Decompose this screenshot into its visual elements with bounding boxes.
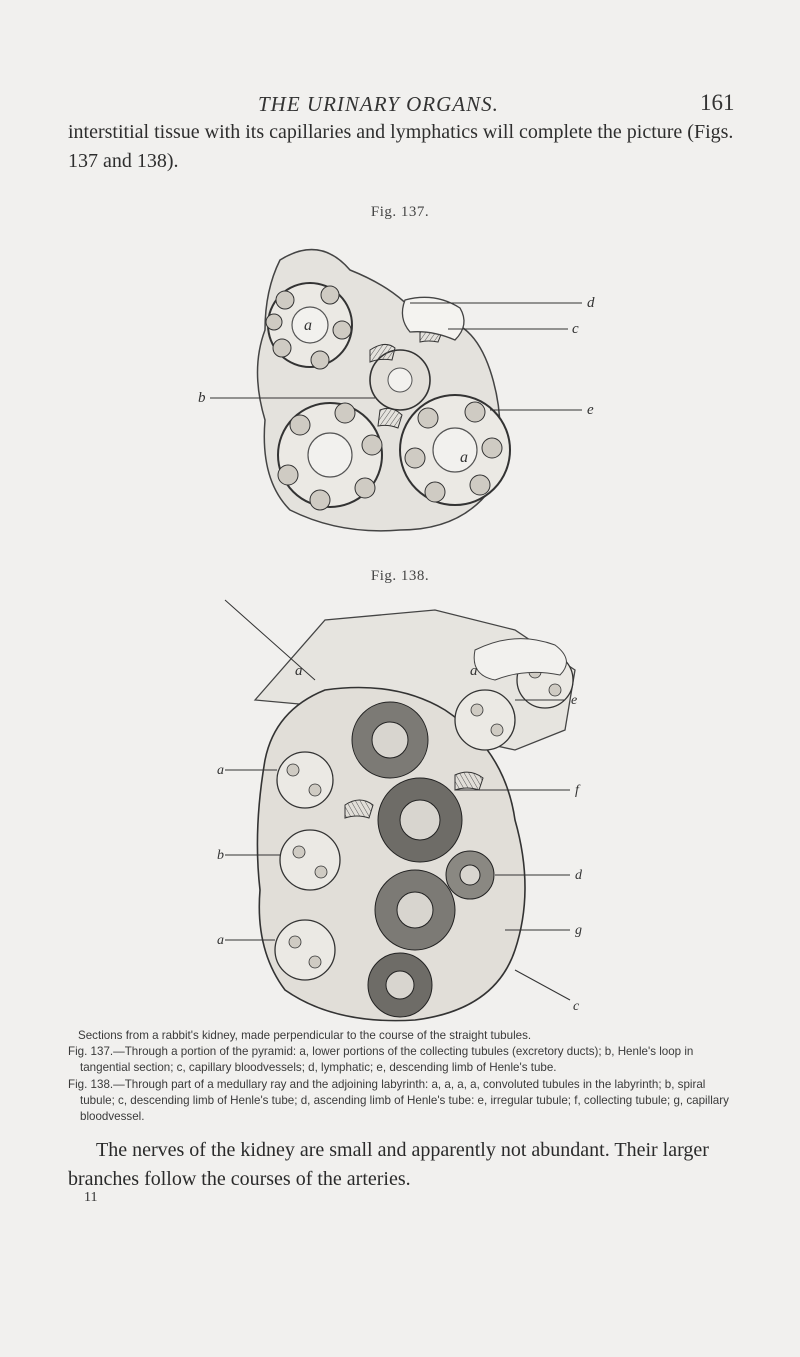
fig137-illustration [170,230,610,542]
figure-caption [68,1028,740,1125]
running-head: THE URINARY ORGANS. [258,92,499,116]
signature-mark: 11 [84,1190,98,1205]
fig138-letter-d: d [575,868,582,883]
fig138-letter-e: e [571,693,578,708]
closing-text: The nerves of the kidney are small and apparently not abundant. Their larger branches follow the courses of the arteries. [68,1139,709,1190]
fig137-letter-d: d [587,295,595,311]
closing-paragraph [68,1136,748,1194]
fig137-label: Fig. 137. [370,204,430,220]
fig138-letter-a-top2: a [470,663,478,679]
page-number: 161 [700,90,735,115]
fig138-letter-f: f [575,783,579,798]
fig138-letter-a-bottom: a [217,933,224,948]
fig137-letter-c: c [572,321,579,337]
fig138-label: Fig. 138. [370,568,430,584]
fig138-letter-a-top: a [295,663,303,679]
caption-fig138: Fig. 138.—Through part of a medullary ray and the adjoining labyrinth: a, a, a, a, convoluted tubules in the labyrinth; b, spiral tubule; c, descending limb of Henle's tube; d, ascending limb of Henle's tube: e, irregular tubule; f, collecting tubule; g, capillary bloodvessel. [68,1077,729,1124]
fig138-illustration [215,590,600,1030]
fig137-letter-a2: a [460,449,468,466]
fig138-letter-g: g [575,923,582,938]
fig138-letter-b: b [217,848,224,863]
fig137-letter-b: b [198,390,206,406]
fig137-letter-a1: a [304,317,312,334]
fig137-letter-e: e [587,402,594,418]
caption-fig137: Fig. 137.—Through a portion of the pyramid: a, lower portions of the collecting tubules (excretory ducts); b, Henle's loop in tangential section; c, capillary bloodvessels; d, lymphatic; e, descending limb of Henle's tube. [68,1045,694,1075]
fig138-letter-c: c [573,999,580,1014]
caption-heading: Sections from a rabbit's kidney, made perpendicular to the course of the straight tubules. [78,1029,532,1042]
fig138-letter-a-left: a [217,763,224,778]
intro-paragraph: interstitial tissue with its capillaries and lymphatics will complete the picture (Figs. 137 and 138). [68,121,734,172]
